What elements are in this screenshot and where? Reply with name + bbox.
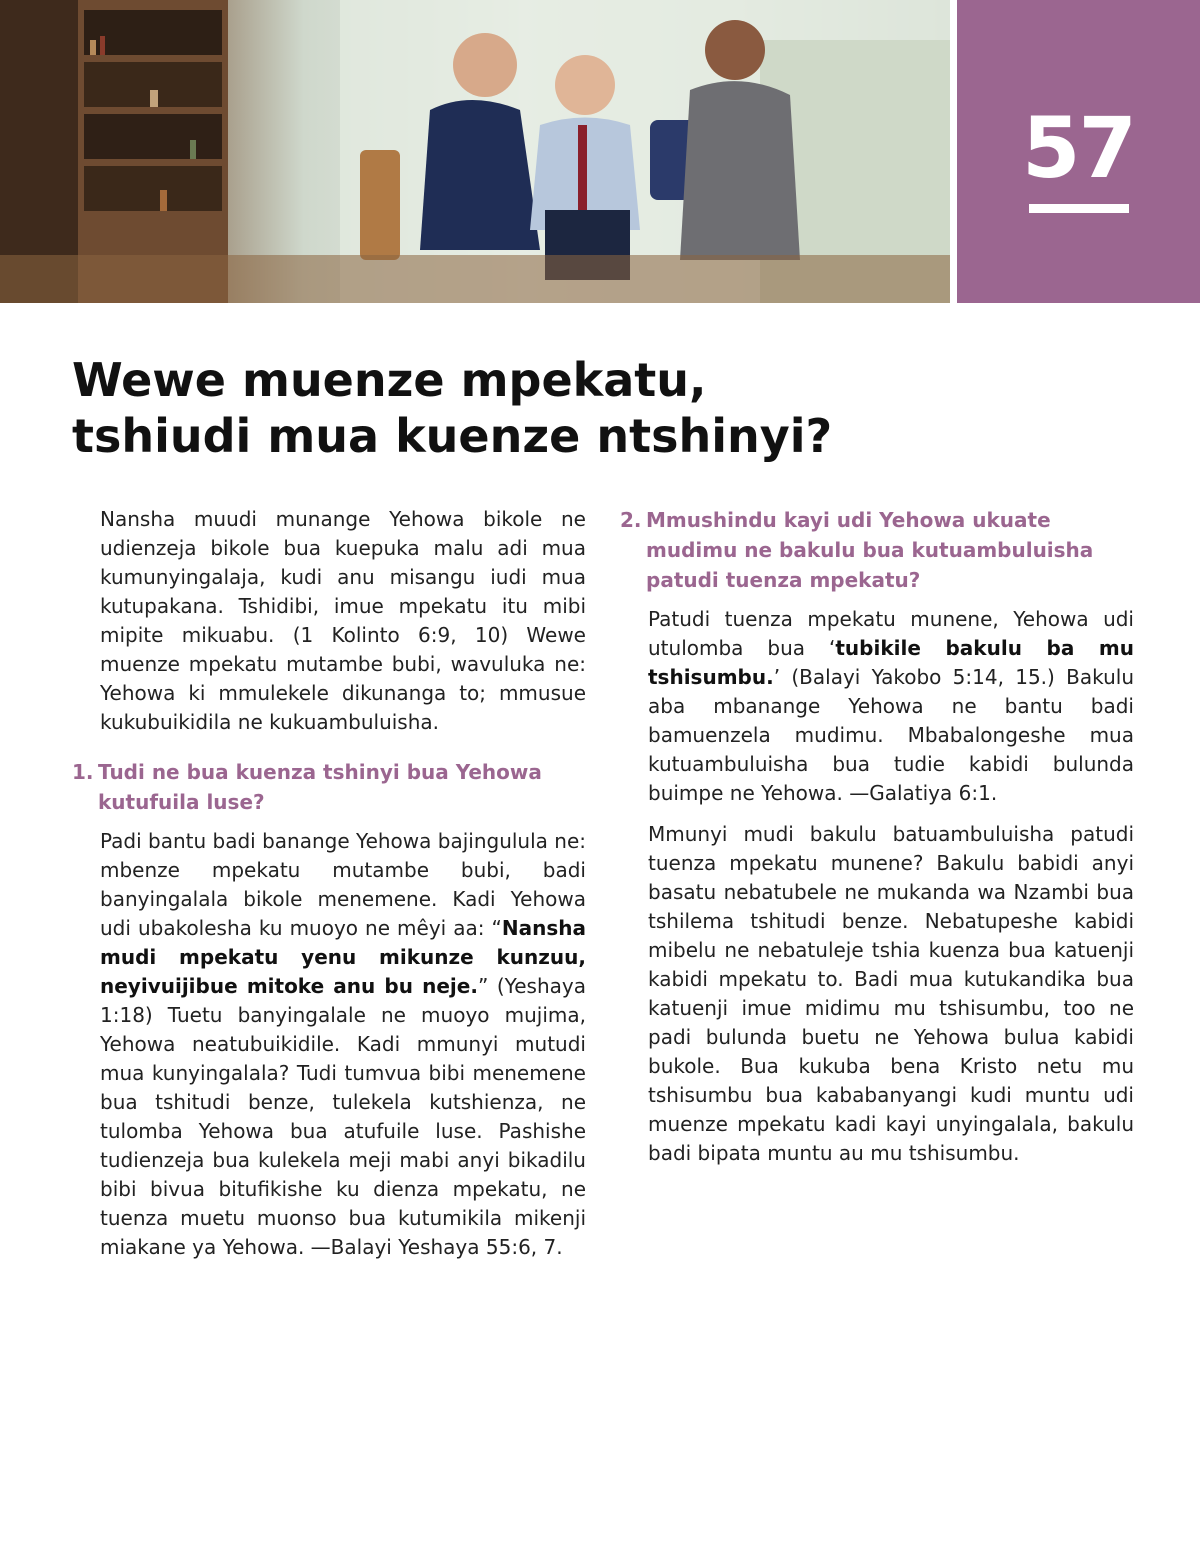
- section-1-text-after: ” (Yeshaya 1:18) Tuetu banyingalale ne muoyo mujima, Yehowa neatubuikidile. Kadi mmunyi mutudi mua kunyingalala? Tudi tumvua bibi menemene bua tshitudi benze, tulekela kutshienza, ne tulomba Yehowa bua atufuile luse. Pashishe tudienzeja bua kulekela meji mabi anyi bikadilu bibi bivua bitufikishe ku dienza mpekatu, ne tuenza muetu muonso bua kutumikila mikenji miakane ya Yehowa. —Balayi Yeshaya 55:6, 7.: [100, 974, 586, 1259]
- lesson-number-underline: [1029, 204, 1129, 213]
- section-2-quote: tubikile bakulu ba mu tshisumbu.: [648, 636, 1134, 689]
- photo-illustration: [0, 0, 950, 303]
- page-title: [72, 352, 1132, 464]
- lesson-badge: [957, 0, 1200, 303]
- page-title-line-2: tshiudi mua kuenze ntshinyi?: [72, 409, 833, 463]
- section-1-question-text: Tudi ne bua kuenza tshinyi bua Yehowa kutufuila luse?: [98, 760, 542, 814]
- page-title-line-1: Wewe muenze mpekatu,: [72, 353, 707, 407]
- section-2-paragraph-1: [648, 605, 1134, 808]
- section-1-question: [72, 757, 586, 817]
- section-2-number: 2.: [620, 508, 642, 532]
- left-column: [72, 505, 586, 1274]
- section-2-question: [620, 505, 1134, 595]
- section-1-quote: Nansha mudi mpekatu yenu mikunze kunzuu, neyivuijibue mitoke anu bu neje.: [100, 916, 586, 998]
- header-photo: [0, 0, 950, 303]
- section-2-text-before: Patudi tuenza mpekatu munene, Yehowa udi utulomba bua ‘: [648, 607, 1134, 660]
- section-2-question-text: Mmushindu kayi udi Yehowa ukuate mudimu ne bakulu bua kutuambuluisha patudi tuenza mpekatu?: [646, 508, 1094, 592]
- intro-paragraph: Nansha muudi munange Yehowa bikole ne udienzeja bikole bua kuepuka malu adi mua kumunyingalaja, kudi anu misangu iudi mua kutupakana. Tshidibi, imue mpekatu itu mibi mipite mikuabu. (1 Kolinto 6:9, 10) Wewe muenze mpekatu mutambe bubi, wavuluka ne: Yehowa ki mmulekele dikunanga to; mmusue kukubuikidila ne kukuambuluisha.: [100, 507, 586, 734]
- section-1-number: 1.: [72, 760, 94, 784]
- section-1-text-before: Padi bantu badi banange Yehowa bajingulula ne: mbenze mpekatu mutambe bubi, badi banyingalala bikole menemene. Kadi Yehowa udi ubakolesha ku muoyo ne mêyi aa: “: [100, 829, 586, 940]
- section-2-paragraph-2: Mmunyi mudi bakulu batuambuluisha patudi tuenza mpekatu munene? Bakulu babidi anyi basatu nebatubele ne mukanda wa Nzambi bua tshilema tshitudi benze. Nebatupeshe kabidi mibelu ne nebatuleje tshia kuenza bua katuenji kabidi mpekatu to. Badi mua kutukandika bua katuenji imue midimu mu tshisumbu, too ne padi bulunda buetu ne Yehowa bulua kabidi bukole. Bua kukuba bena Kristo netu mu tshisumbu bua kababanyangi kudi muntu udi muenze mpekatu kadi kayi unyingalala, bakulu badi bipata muntu au mu tshisumbu.: [648, 822, 1134, 1165]
- section-1-paragraph: [100, 827, 586, 1262]
- lesson-number: 57: [1022, 99, 1135, 197]
- section-2-text-after: ’ (Balayi Yakobo 5:14, 15.) Bakulu aba mbanange Yehowa ne bantu badi bamuenzela mudimu. Mbabalongeshe mua kutuambuluisha bua tudie kabidi bulunda buimpe ne Yehowa. —Galatiya 6:1.: [648, 665, 1134, 805]
- right-column: [620, 505, 1134, 1180]
